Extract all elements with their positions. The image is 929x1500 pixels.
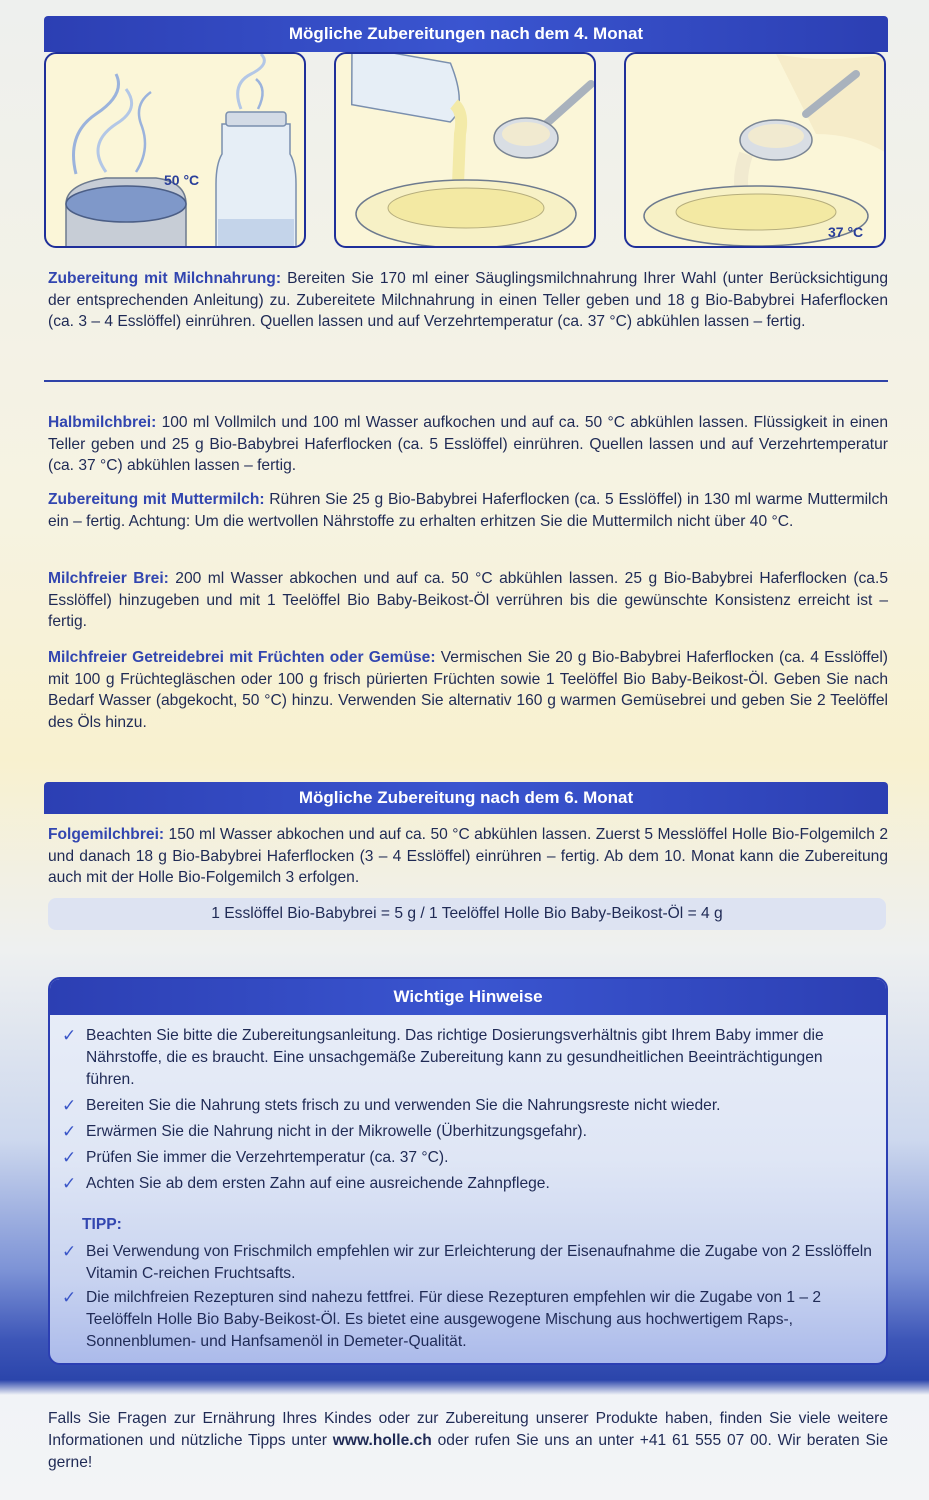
section-header-4-monat: Mögliche Zubereitungen nach dem 4. Monat xyxy=(44,16,888,52)
checkmark-icon: ✓ xyxy=(62,1174,77,1193)
paragraph-folgemilchbrei xyxy=(48,824,888,889)
temperature-label: 37 °C xyxy=(828,224,864,240)
website-link[interactable]: www.holle.ch xyxy=(332,1432,432,1449)
checkmark-icon: ✓ xyxy=(62,1288,77,1307)
section-divider xyxy=(44,380,888,382)
note-item: ✓ Erwärmen Sie die Nahrung nicht in der Mikrowelle (Überhitzungsgefahr). xyxy=(62,1122,587,1141)
measure-note: 1 Esslöffel Bio-Babybrei = 5 g / 1 Teelöffel Holle Bio Baby-Beikost-Öl = 4 g xyxy=(48,898,886,930)
paragraph-text: Rühren Sie 25 g Bio-Babybrei Haferflocken (ca. 5 Esslöffel) in 130 ml warme Muttermilch ein – fertig. Achtung: Um die wertvollen Nährstoffe zu erhalten erhitzen Sie die Muttermilch nicht über 40 °C. xyxy=(48,491,888,530)
temperature-label: 50 °C xyxy=(164,172,200,188)
lead-label: Zubereitung mit Muttermilch: xyxy=(48,491,265,508)
note-item: ✓ Beachten Sie bitte die Zubereitungsanleitung. Das richtige Dosierungsverhältnis gibt Ihrem Baby immer die Nährstoffe, die es braucht. Eine unsachgemäße Zubereitung kann zu gesundheitlichen Beeinträchtigungen führen. xyxy=(62,1026,824,1088)
illustration-pouring xyxy=(334,52,596,248)
lead-label: Folgemilchbrei: xyxy=(48,826,165,843)
important-notes-title: Wichtige Hinweise xyxy=(50,979,886,1015)
note-item: ✓ Achten Sie ab dem ersten Zahn auf eine ausreichende Zahnpflege. xyxy=(62,1174,550,1193)
important-notes-box xyxy=(48,977,888,1365)
spoon-bowl-icon xyxy=(626,54,886,248)
checkmark-icon: ✓ xyxy=(62,1148,77,1167)
paragraph-text: Bereiten Sie 170 ml einer Säuglingsmilchnahrung Ihrer Wahl (unter Berücksichtigung der entsprechenden Anleitung) zu. Zubereitete Milchnahrung in einen Teller geben und 18 g Bio-Babybrei Haferflocken (ca. 3 – 4 Esslöffel) einrühren. Quellen lassen und auf Verzehrtemperatur (ca. 37 °C) abkühlen lassen – fertig. xyxy=(48,270,888,330)
note-item: ✓ Prüfen Sie immer die Verzehrtemperatur (ca. 37 °C). xyxy=(62,1148,449,1167)
tip-label: TIPP: xyxy=(82,1216,122,1233)
paragraph-text: 150 ml Wasser abkochen und auf ca. 50 °C abkühlen lassen. Zuerst 5 Messlöffel Holle Bio-Folgemilch 2 und danach 18 g Bio-Babybrei Haferflocken (3 – 4 Esslöffel) einrühren – fertig. Ab dem 10. Monat kann die Zubereitung auch mit der Holle Bio-Folgemilch 3 erfolgen. xyxy=(48,826,888,886)
paragraph-text: 200 ml Wasser abkochen und auf ca. 50 °C abkühlen lassen. 25 g Bio-Babybrei Haferflocken (ca.5 Esslöffel) hinzugeben und mit 1 Teelöffel Bio Baby-Beikost-Öl verrühren bis die gewünschte Konsistenz erreicht ist – fertig. xyxy=(48,570,888,630)
paragraph-text: Vermischen Sie 20 g Bio-Babybrei Haferflocken (ca. 4 Esslöffel) mit 100 g Früchtegläschen oder 100 g frisch pürierten Früchten sowie 1 Teelöffel Bio Baby-Beikost-Öl. Geben Sie nach Bedarf Wasser (abgekocht, 50 °C) hinzu. Verwenden Sie alternativ 160 g warmen Gemüsebrei und geben Sie 2 Teelöffel des Öls hinzu. xyxy=(48,649,888,731)
paragraph-halbmilchbrei xyxy=(48,412,888,477)
checkmark-icon: ✓ xyxy=(62,1026,77,1045)
paragraph-muttermilch xyxy=(48,489,888,532)
lead-label: Halbmilchbrei: xyxy=(48,414,157,431)
illustration-boiling-water xyxy=(44,52,306,248)
section-header-6-monat: Mögliche Zubereitung nach dem 6. Monat xyxy=(44,782,888,814)
tip-item: ✓ Die milchfreien Rezepturen sind nahezu fettfrei. Für diese Rezepturen empfehlen wir die Zugabe von 1 – 2 Teelöffeln Holle Bio Baby-Beikost-Öl. Es bietet eine ausgewogene Mischung aus hochwertigem Raps-, Sonnenblumen- und Hanfsamenöl in Demeter-Qualität. xyxy=(62,1288,822,1350)
lead-label: Zubereitung mit Milchnahrung: xyxy=(48,270,282,287)
checkmark-icon: ✓ xyxy=(62,1122,77,1141)
illustration-feeding xyxy=(624,52,886,248)
lead-label: Milchfreier Brei: xyxy=(48,570,169,587)
paragraph-milchnahrung xyxy=(48,268,888,333)
lead-label: Milchfreier Getreidebrei mit Früchten oder Gemüse: xyxy=(48,649,436,666)
pot-bottle-icon xyxy=(46,54,306,248)
pour-bowl-icon xyxy=(336,54,596,248)
paragraph-getreidebrei xyxy=(48,647,888,733)
paragraph-milchfreier-brei xyxy=(48,568,888,633)
note-item: ✓ Bereiten Sie die Nahrung stets frisch zu und verwenden Sie die Nahrungsreste nicht wieder. xyxy=(62,1096,721,1115)
footer-contact: Falls Sie Fragen zur Ernährung Ihres Kindes oder zur Zubereitung unserer Produkte haben, finden Sie viele weitere Informationen und nützliche Tipps unter www.holle.ch oder rufen Sie uns an unter +41 61 555 07 00. Wir beraten Sie gerne! xyxy=(48,1410,888,1471)
phone-number: +41 61 555 07 00 xyxy=(639,1432,768,1449)
checkmark-icon: ✓ xyxy=(62,1242,77,1261)
checkmark-icon: ✓ xyxy=(62,1096,77,1115)
paragraph-text: 100 ml Vollmilch und 100 ml Wasser aufkochen und auf ca. 50 °C abkühlen lassen. Flüssigkeit in einen Teller geben und 25 g Bio-Babybrei Haferflocken (ca. 5 Esslöffel) einrühren. Quellen lassen und auf Verzehrtemperatur (ca. 37 °C) abkühlen lassen – fertig. xyxy=(48,414,888,474)
tip-item: ✓ Bei Verwendung von Frischmilch empfehlen wir zur Erleichterung der Eisenaufnahme die Zugabe von 2 Esslöffeln Vitamin C-reichen Fruchtsafts. xyxy=(62,1242,872,1282)
